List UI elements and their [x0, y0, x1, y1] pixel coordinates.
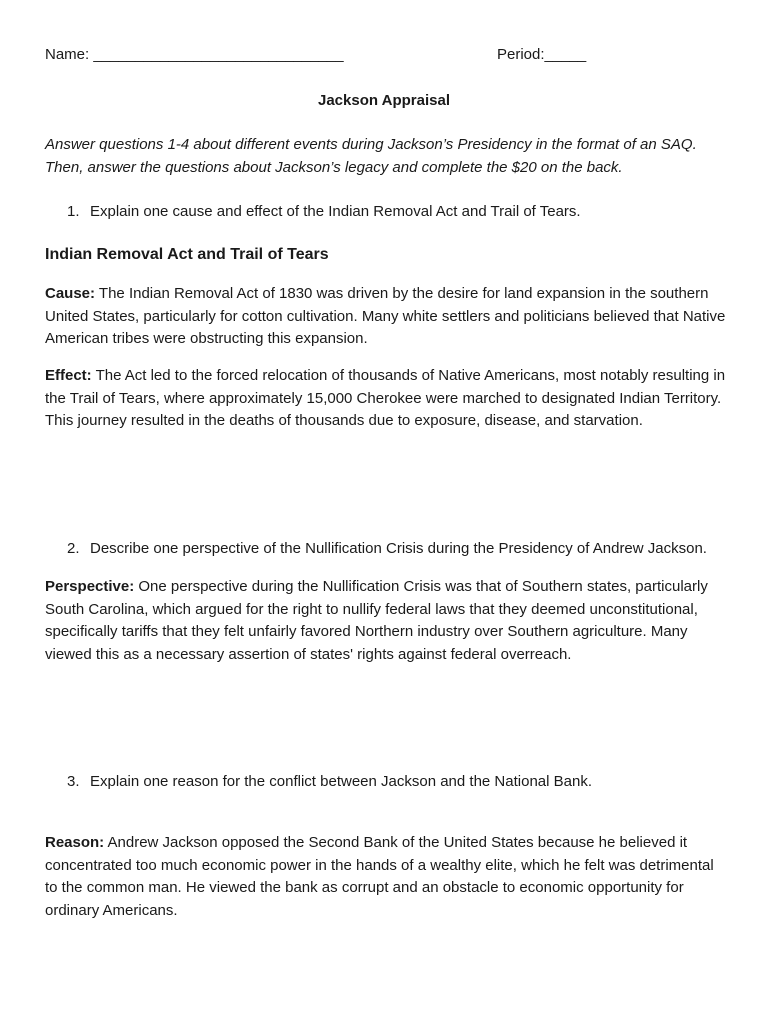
page-title: Jackson Appraisal	[317, 92, 450, 109]
cause-text: The Indian Removal Act of 1830 was driven by the desire for land expansion in the southern United States, particularly for cotton cultivation. Many white settlers and politicians believed that Native American tribes were obstructing this expansion.	[45, 285, 726, 347]
question-text: Explain one cause and effect of the Indian Removal Act and Trail of Tears.	[90, 203, 581, 220]
name-field-label: Name: ______________________________	[45, 46, 344, 63]
instructions: Answer questions 1-4 about different events during Jackson’s Presidency in the format of an SAQ. Then, answer the questions about Jackson’s legacy and complete the $20 on the back.	[45, 136, 697, 176]
question-number: 2.	[67, 540, 80, 557]
question-number: 1.	[67, 203, 80, 220]
question-text: Explain one reason for the conflict between Jackson and the National Bank.	[90, 773, 592, 790]
question-1	[67, 201, 747, 224]
question-2	[67, 538, 747, 561]
perspective-text: One perspective during the Nullification Crisis was that of Southern states, particularly South Carolina, which argued for the right to nullify federal laws that they deemed unconstitutional, specifically tariffs that they felt unfairly favored Northern industry over Southern agriculture. Many viewed this as a necessary assertion of states' rights against federal overreach.	[45, 578, 708, 663]
effect-paragraph	[45, 365, 730, 433]
reason-paragraph	[45, 832, 730, 922]
reason-text: Andrew Jackson opposed the Second Bank of the United States because he believed it concentrated too much economic power in the hands of a wealthy elite, which he felt was detrimental to the common man. He viewed the bank as corrupt and an obstacle to economic opportunity for ordinary Americans.	[45, 834, 714, 919]
cause-label: Cause:	[45, 285, 96, 302]
perspective-paragraph	[45, 576, 730, 666]
question-number: 3.	[67, 773, 80, 790]
section-heading: Indian Removal Act and Trail of Tears	[45, 246, 329, 263]
cause-paragraph	[45, 283, 730, 351]
question-3	[67, 771, 747, 794]
reason-label: Reason:	[45, 834, 105, 851]
period-field-label: Period:_____	[497, 46, 587, 63]
effect-text: The Act led to the forced relocation of thousands of Native Americans, most notably resulting in the Trail of Tears, where approximately 15,000 Cherokee were marched to designated Indian Territory. This journey resulted in the deaths of thousands due to exposure, disease, and starvation.	[45, 367, 726, 429]
question-text: Describe one perspective of the Nullification Crisis during the Presidency of Andrew Jackson.	[90, 540, 707, 557]
perspective-label: Perspective:	[45, 578, 135, 595]
effect-label: Effect:	[45, 367, 92, 384]
